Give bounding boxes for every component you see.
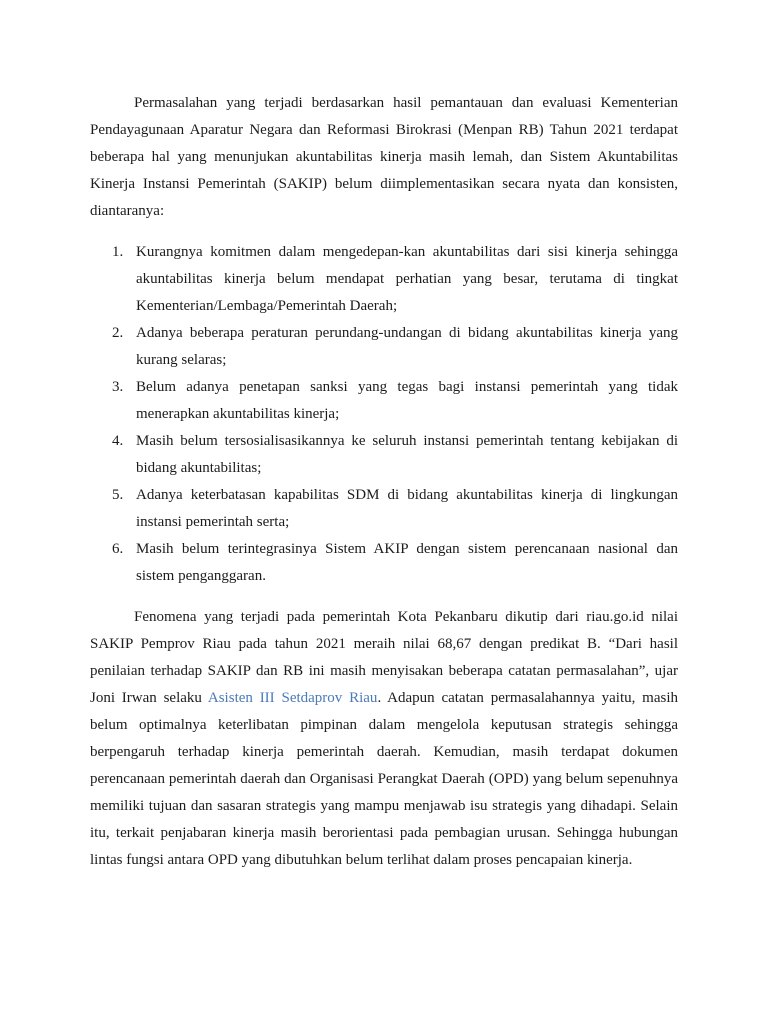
list-item-text: Masih belum terintegrasinya Sistem AKIP dengan sistem perencanaan nasional dan sistem penganggaran.: [136, 541, 678, 584]
list-item: [90, 374, 678, 428]
list-item: [90, 536, 678, 590]
list-number: 6.: [112, 541, 124, 557]
intro-paragraph: Permasalahan yang terjadi berdasarkan hasil pemantauan dan evaluasi Kementerian Pendayagunaan Aparatur Negara dan Reformasi Birokrasi (Menpan RB) Tahun 2021 terdapat beberapa hal yang menunjukan akuntabilitas kinerja masih lemah, dan Sistem Akuntabilitas Kinerja Instansi Pemerintah (SAKIP) belum diimplementasikan secara nyata dan konsisten, diantaranya:: [90, 95, 678, 219]
problem-list: [90, 239, 678, 590]
list-item: [90, 320, 678, 374]
list-item: [90, 239, 678, 320]
list-item: [90, 482, 678, 536]
list-item-text: Adanya keterbatasan kapabilitas SDM di bidang akuntabilitas kinerja di lingkungan instansi pemerintah serta;: [136, 487, 678, 530]
paragraph-text-after-link: . Adapun catatan permasalahannya yaitu, masih belum optimalnya keterlibatan pimpinan dalam mengelola keputusan strategis sehingga berpengaruh terhadap kinerja pemerintah daerah. Kemudian, masih terdapat dokumen perencanaan pemerintah daerah dan Organisasi Perangkat Daerah (OPD) yang belum sepenuhnya memiliki tujuan dan sasaran strategis yang mampu menjawab isu strategis yang dihadapi. Selain itu, terkait penjabaran kinerja masih berorientasi pada pembagian urusan. Sehingga hubungan lintas fungsi antara OPD yang dibutuhkan belum terlihat dalam proses pencapaian kinerja.: [90, 690, 679, 868]
list-number: 3.: [112, 379, 124, 395]
list-number: 2.: [112, 325, 124, 341]
list-item-text: Kurangnya komitmen dalam mengedepan-kan akuntabilitas dari sisi kinerja sehingga akuntabilitas kinerja belum mendapat perhatian yang besar, terutama di tingkat Kementerian/Lembaga/Pemerintah Daerah;: [136, 244, 678, 314]
list-number: 1.: [112, 244, 124, 260]
list-item-text: Masih belum tersosialisasikannya ke seluruh instansi pemerintah tentang kebijakan di bidang akuntabilitas;: [136, 433, 678, 476]
paragraph-text-before-link: Fenomena yang terjadi pada pemerintah Kota Pekanbaru dikutip dari riau.go.id nilai SAKIP Pemprov Riau pada tahun 2021 meraih nilai 68,67 dengan predikat B. “Dari hasil penilaian terhadap SAKIP dan RB ini masih menyisakan beberapa catatan permasalahan”, ujar Joni Irwan selaku: [90, 609, 678, 706]
list-number: 5.: [112, 487, 124, 503]
assistant-link[interactable]: Asisten III Setdaprov Riau: [207, 690, 378, 706]
list-item-text: Adanya beberapa peraturan perundang-undangan di bidang akuntabilitas kinerja yang kurang selaras;: [136, 325, 678, 368]
list-number: 4.: [112, 433, 124, 449]
list-item-text: Belum adanya penetapan sanksi yang tegas bagi instansi pemerintah yang tidak menerapkan akuntabilitas kinerja;: [136, 379, 678, 422]
list-item: [90, 428, 678, 482]
phenomenon-paragraph: [90, 604, 678, 874]
